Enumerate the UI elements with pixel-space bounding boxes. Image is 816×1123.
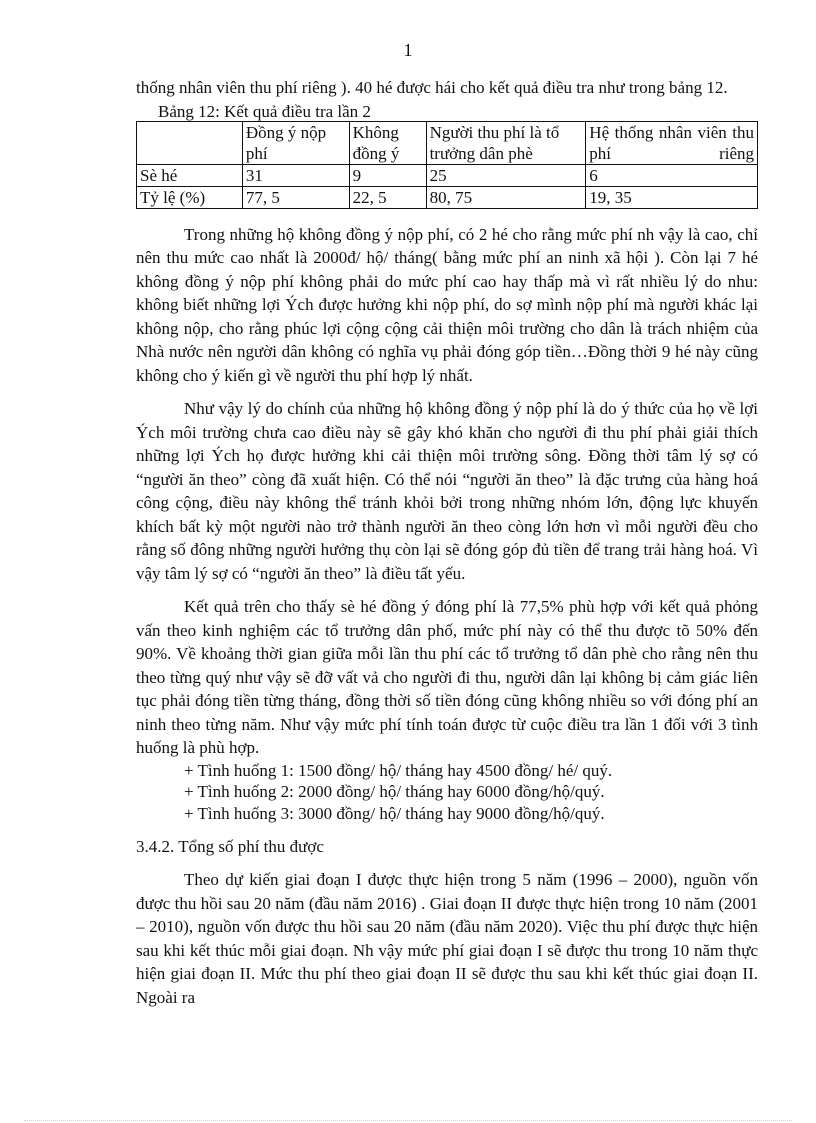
table-cell: 31 — [242, 164, 349, 186]
table-row — [137, 164, 758, 186]
scenario-item: + Tình huống 1: 1500 đồng/ hộ/ tháng hay 4500 đồng/ hé/ quý. — [184, 760, 613, 780]
table-cell: 9 — [349, 164, 426, 186]
final-paragraph: Theo dự kiến giai đoạn I được thực hiện trong 5 năm (1996 – 2000), nguồn vốn được thu hồi sau 20 năm (đầu năm 2016) . Giai đoạn II được thực hiện trong 10 năm (2001 – 2010), nguồn vốn được thu hồi sau 20 năm (đầu năm 2020). Việc thu phí được thực hiện sau khi kết thúc mỗi giai đoạn. Nh vậy mức phí giai đoạn I sẽ được thu trong 10 năm thực hiện giai đoạn II. Mức thu phí theo giai đoạn II sẽ được thu sau khi kết thúc giai đoạn II. Ngoài ra — [136, 870, 758, 1007]
table-header-cell: Đồng ý nộp phí — [242, 121, 349, 164]
table-cell: 19, 35 — [586, 186, 758, 208]
table-row — [137, 186, 758, 208]
table-header-cell — [137, 121, 243, 164]
table-caption: Bảng 12: Kết quả điều tra lần 2 — [158, 101, 371, 121]
table-cell: 80, 75 — [426, 186, 586, 208]
page-number: 1 — [403, 40, 413, 60]
table-header-cell: Không đồng ý — [349, 121, 426, 164]
table-header-cell: Người thu phí là tổ trưởng dân phè — [426, 121, 586, 164]
body-paragraph: Trong những hộ không đồng ý nộp phí, có 2 hé cho rằng mức phí nh vậy là cao, chỉ nên thu mức cao nhất là 2000đ/ hộ/ tháng( bằng mức phí an ninh xã hội ). Còn lại 7 hé không đồng ý nộp phí không phải do mức phí cao hay thấp mà vì rất nhiều lý do nhu: không biết những lợi Ých được hưởng khi nộp phí, do sợ mình nộp phí mà người khác lại không nộp, cho rằng phúc lợi cộng cộng cải thiện môi trường cho dân là trách nhiệm của Nhà nước nên người dân không có nghĩa vụ phải đóng góp tiền…Đồng thời 9 hé này cũng không cho ý kiến gì về người thu phí hợp lý nhất. — [136, 224, 758, 385]
table-cell: 6 — [586, 164, 758, 186]
survey-results-table — [136, 121, 758, 209]
table-cell: 77, 5 — [242, 186, 349, 208]
page-bottom-divider — [24, 1120, 792, 1121]
body-paragraph: Như vậy lý do chính của những hộ không đồng ý nộp phí là do ý thức của họ về lợi Ých môi trường chưa cao điều này sẽ gây khó khăn cho người đi thu phí phải giải thích những lợi Ých họ được hưởng khi cải thiện môi trường sông. Đồng thời tâm lý sợ có “người ăn theo” còng đã xuất hiện. Có thể nói “người ăn theo” là đặc trưng của hàng hoá công cộng, điều này không thể tránh khỏi bởi trong những nhóm lớn, động lực khuyến khích bất kỳ một người nào trở thành người ăn theo còng lớn hơn vì mỗi người đều cho rằng số đông những người hưởng thụ còn lại sẽ đóng góp đủ tiền để trang trải hàng hoá. Vì vậy tâm lý sợ có “người ăn theo” là điều tất yếu. — [136, 399, 758, 583]
document-body — [136, 76, 758, 1009]
table-cell: Tỷ lệ (%) — [137, 186, 243, 208]
intro-paragraph: thống nhân viên thu phí riêng ). 40 hé được hái cho kết quả điều tra như trong bảng 12. — [136, 78, 728, 97]
body-paragraph: Kết quả trên cho thấy sè hé đồng ý đóng phí là 77,5% phù hợp với kết quả phỏng vấn theo kinh nghiệm các tổ trưởng dân phố, mức phí này có thể thu được tõ 50% đến 90%. Về khoảng thời gian giữa mỗi lần thu phí các tổ trưởng tổ dân phè cho rằng nên thu theo từng quý như vậy sẽ đỡ vất vả cho người đi thu, người dân lại không bị cảm giác liên tục phải đóng tiền từng tháng, đồng thời số tiền đóng cũng không nhiều so với đóng phí an ninh theo từng năm. Như vậy mức phí tính toán được từ cuộc điều tra lần 1 đối với 3 tình huống là phù hợp. — [136, 597, 758, 757]
table-header-row — [137, 121, 758, 164]
table-cell: 22, 5 — [349, 186, 426, 208]
scenario-item: + Tình huống 2: 2000 đồng/ hộ/ tháng hay 6000 đồng/hộ/quý. — [184, 782, 605, 801]
scenario-item: + Tình huống 3: 3000 đồng/ hộ/ tháng hay 9000 đồng/hộ/quý. — [184, 803, 605, 823]
section-heading: 3.4.2. Tổng số phí thu được — [136, 837, 324, 856]
table-cell: 25 — [426, 164, 586, 186]
table-header-cell: Hệ thống nhân viên thu phí riêng — [586, 121, 758, 164]
table-cell: Sè hé — [137, 164, 243, 186]
